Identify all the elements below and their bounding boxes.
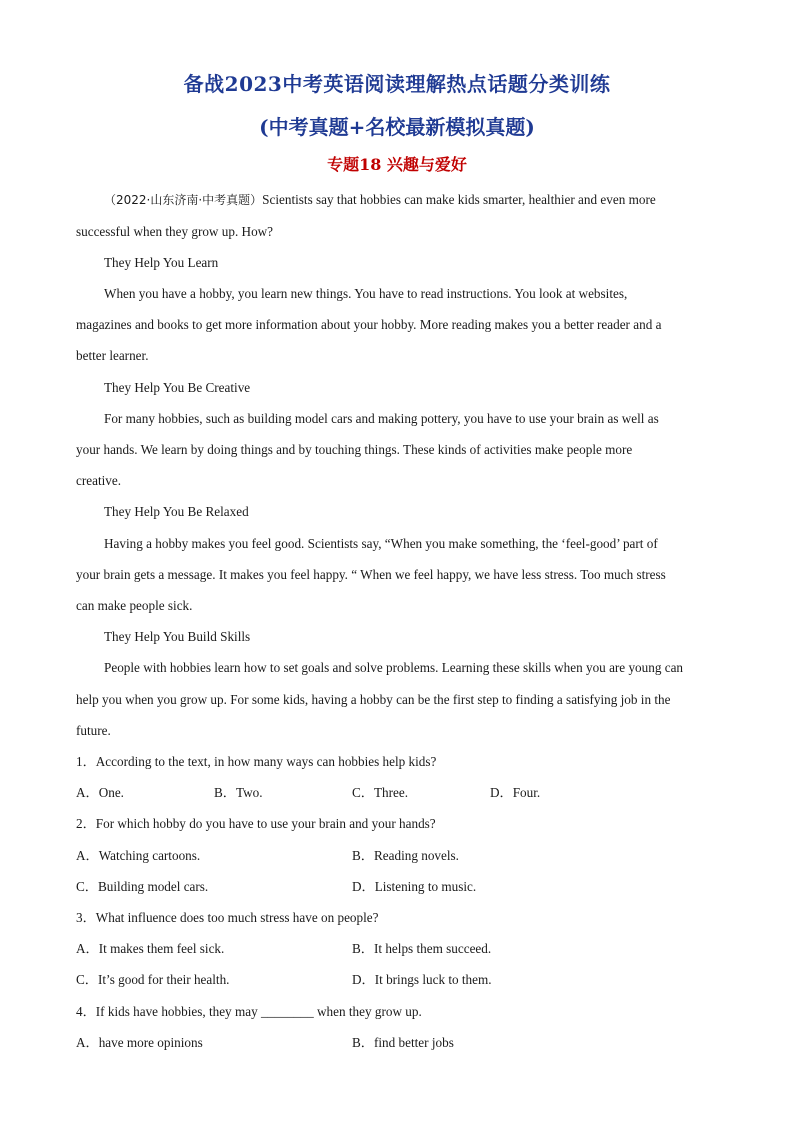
document-title: 备战2023中考英语阅读理解热点话题分类训练 [183, 72, 611, 96]
paragraph-line: help you when you grow up. For some kids, having a hobby can be the first step to finding a satisfying job in the [76, 692, 671, 707]
question-4-option-a: A．have more opinions [76, 1035, 203, 1050]
paragraph-line: magazines and books to get more information about your hobby. More reading makes you a better reader and a [76, 317, 662, 332]
question-2-option-b: B．Reading novels. [352, 848, 459, 863]
question-1-option-b: B．Two. [214, 785, 263, 800]
question-2-option-d: D．Listening to music. [352, 879, 477, 894]
question-1-option-c: C．Three. [352, 785, 409, 800]
paragraph-line: your hands. We learn by doing things and by touching things. These kinds of activities make people more [76, 442, 633, 457]
paragraph-line: creative. [76, 473, 122, 488]
paragraph-line: When you have a hobby, you learn new things. You have to read instructions. You look at websites, [104, 286, 628, 301]
question-4-option-b: B．find better jobs [352, 1035, 454, 1050]
paragraph-line: better learner. [76, 348, 149, 363]
question-2-option-c: C．Building model cars. [76, 879, 209, 894]
question-3-option-b: B．It helps them succeed. [352, 941, 492, 956]
question-1-option-d: D．Four. [490, 785, 541, 800]
question-3-option-d: D．It brings luck to them. [352, 972, 492, 987]
section-heading-creative: They Help You Be Creative [104, 380, 251, 395]
paragraph-line: your brain gets a message. It makes you feel happy. “ When we feel happy, we have less stress. Too much stress [76, 567, 666, 582]
question-3-option-c: C．It’s good for their health. [76, 972, 230, 987]
question-2-option-a: A．Watching cartoons. [76, 848, 201, 863]
passage-source: （2022·山东济南·中考真题） [104, 193, 263, 207]
topic-heading: 专题18 兴趣与爱好 [327, 155, 467, 174]
question-4-stem: 4．If kids have hobbies, they may ________ when they grow up. [76, 1004, 422, 1019]
paragraph-line: Having a hobby makes you feel good. Scientists say, “When you make something, the ‘feel-good’ part of [104, 536, 658, 551]
question-1-option-a: A．One. [76, 785, 124, 800]
section-heading-learn: They Help You Learn [104, 255, 219, 270]
passage-intro-text: Scientists say that hobbies can make kids smarter, healthier and even more [262, 192, 656, 207]
paragraph-line: People with hobbies learn how to set goals and solve problems. Learning these skills when you are young can [104, 660, 684, 675]
question-3-option-a: A．It makes them feel sick. [76, 941, 225, 956]
question-2-stem: 2．For which hobby do you have to use your brain and your hands? [76, 816, 436, 831]
section-heading-skills: They Help You Build Skills [104, 629, 251, 644]
document-subtitle: (中考真题+名校最新模拟真题) [259, 115, 535, 139]
paragraph-line: can make people sick. [76, 598, 193, 613]
paragraph-line: For many hobbies, such as building model cars and making pottery, you have to use your brain as well as [104, 411, 659, 426]
question-1-stem: 1．According to the text, in how many ways can hobbies help kids? [76, 754, 437, 769]
paragraph-line: future. [76, 723, 111, 738]
passage-intro-line-2: successful when they grow up. How? [76, 224, 274, 239]
passage-intro-line-1 [104, 192, 656, 208]
section-heading-relaxed: They Help You Be Relaxed [104, 504, 249, 519]
question-3-stem: 3．What influence does too much stress have on people? [76, 910, 379, 925]
